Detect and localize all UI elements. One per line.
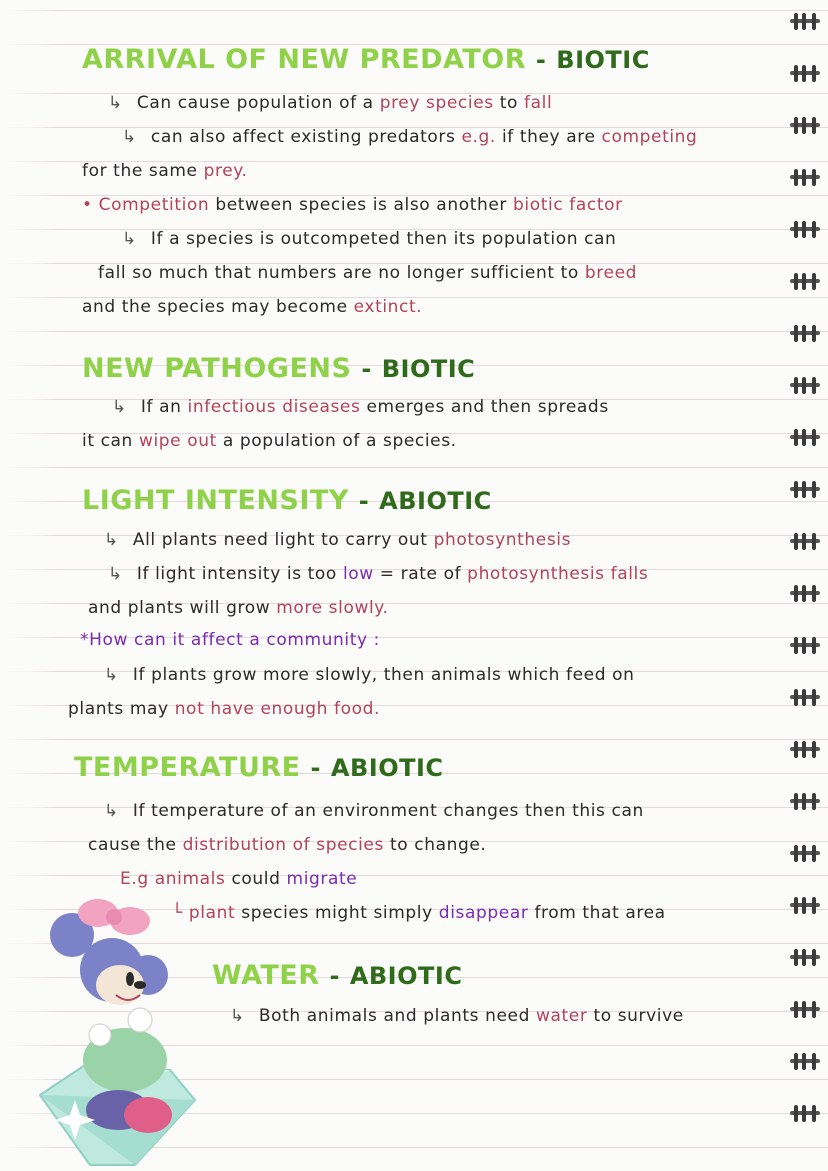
curved-arrow-icon: ↳	[104, 530, 119, 550]
highlight-competing: competing	[601, 127, 698, 147]
heading-predator-type: BIOTIC	[556, 46, 650, 74]
highlight-disappear: disappear	[438, 903, 529, 923]
spiral-coil-icon	[790, 842, 820, 864]
heading-water-type: ABIOTIC	[349, 962, 463, 990]
temperature-line-2	[88, 835, 486, 855]
highlight-photosynthesis-falls: photosynthesis falls	[467, 564, 649, 584]
text: Can cause population of a	[136, 93, 374, 113]
text: and plants will grow	[88, 598, 271, 618]
temperature-line-4	[172, 903, 666, 923]
spiral-coil-icon	[790, 114, 820, 136]
heading-pathogens-type: BIOTIC	[381, 355, 476, 383]
curved-arrow-icon: ↳	[104, 801, 119, 821]
text: for the same	[82, 161, 198, 181]
highlight-breed: breed	[584, 263, 638, 283]
minnie-mouse-sticker-icon	[30, 895, 200, 1170]
heading-pathogens	[82, 353, 475, 384]
text: to survive	[593, 1006, 684, 1026]
highlight-biotic: biotic factor	[513, 195, 623, 215]
heading-temperature-title: TEMPERATURE	[74, 752, 301, 783]
highlight-migrate: migrate	[286, 869, 358, 889]
spiral-coil-icon	[790, 478, 820, 500]
highlight-not-enough-food: not have enough food.	[174, 699, 381, 719]
heading-light-type: ABIOTIC	[379, 487, 492, 515]
spiral-coil-icon	[790, 790, 820, 812]
spiral-coil-icon	[790, 998, 820, 1020]
text: change.	[414, 835, 487, 855]
spiral-binding-icon	[790, 10, 820, 1160]
highlight-animals: animals	[154, 869, 226, 889]
heading-pathogens-title: NEW PATHOGENS	[82, 353, 352, 384]
highlight-infectious: infectious diseases	[187, 397, 361, 417]
curved-arrow-icon: ↳	[112, 397, 127, 417]
highlight-more-slowly: more slowly.	[276, 598, 389, 618]
spiral-coil-icon	[790, 738, 820, 760]
text: and the species may become	[82, 297, 348, 317]
heading-predator	[82, 44, 650, 75]
bullet-dot-icon: •	[82, 195, 93, 215]
question-text: *How can it affect a community :	[80, 630, 381, 650]
text: if they are	[501, 127, 596, 147]
predator-line-5	[122, 229, 616, 249]
highlight-eg: e.g.	[461, 127, 496, 147]
text: If temperature of an environment changes then this can	[132, 801, 644, 821]
spiral-coil-icon	[790, 166, 820, 188]
spiral-coil-icon	[790, 894, 820, 916]
light-line-5	[104, 665, 635, 685]
light-line-1	[104, 530, 571, 550]
light-line-3	[88, 598, 389, 618]
heading-light	[82, 485, 492, 516]
light-line-6	[68, 699, 380, 719]
text: = rate of	[379, 564, 462, 584]
text: to	[389, 835, 409, 855]
spiral-coil-icon	[790, 270, 820, 292]
heading-pathogens-sep: -	[361, 355, 372, 383]
spiral-coil-icon	[790, 218, 820, 240]
heading-temperature-type: ABIOTIC	[330, 754, 444, 782]
heading-temperature	[74, 752, 444, 783]
spiral-coil-icon	[790, 634, 820, 656]
pathogens-line-1	[112, 397, 609, 417]
predator-line-4	[82, 195, 623, 215]
highlight-eg: E.g	[120, 869, 149, 889]
highlight-extinct: extinct.	[353, 297, 423, 317]
text: a population of a species.	[222, 431, 457, 451]
spiral-coil-icon	[790, 946, 820, 968]
heading-temperature-sep: -	[310, 754, 322, 782]
temperature-line-3	[120, 869, 357, 889]
curved-arrow-icon: ↳	[108, 93, 123, 113]
text: All plants need light to carry out	[132, 530, 428, 550]
highlight-photosynthesis: photosynthesis	[433, 530, 572, 550]
text: If an	[140, 397, 182, 417]
text: to	[499, 93, 519, 113]
text: If a species is outcompeted then its population can	[150, 229, 617, 249]
predator-line-6	[98, 263, 637, 283]
highlight-water: water	[535, 1006, 588, 1026]
text: emerges and then spreads	[366, 397, 609, 417]
highlight-competition: Competition	[98, 195, 210, 215]
spiral-coil-icon	[790, 1050, 820, 1072]
heading-predator-sep: -	[535, 46, 547, 74]
highlight-prey: prey.	[203, 161, 248, 181]
spiral-coil-icon	[790, 374, 820, 396]
curved-arrow-icon: ↳	[104, 665, 119, 685]
corner-arrow-icon: └	[172, 903, 183, 923]
temperature-line-1	[104, 801, 644, 821]
text: If light intensity is too	[136, 564, 337, 584]
highlight-wipe-out: wipe out	[138, 431, 217, 451]
text: If plants grow more slowly, then animals which feed on	[132, 665, 635, 685]
spiral-coil-icon	[790, 686, 820, 708]
pathogens-line-2	[82, 431, 457, 451]
predator-line-3	[82, 161, 248, 181]
spiral-coil-icon	[790, 322, 820, 344]
heading-water	[212, 960, 462, 991]
light-question	[80, 630, 380, 650]
highlight-fall: fall	[524, 93, 553, 113]
heading-predator-title: ARRIVAL OF NEW PREDATOR	[82, 44, 527, 75]
curved-arrow-icon: ↳	[108, 564, 123, 584]
text: plants may	[68, 699, 169, 719]
text: between species is also another	[215, 195, 507, 215]
text: cause the	[88, 835, 177, 855]
predator-line-7	[82, 297, 422, 317]
curved-arrow-icon: ↳	[230, 1006, 245, 1026]
text: Both animals and plants need	[258, 1006, 530, 1026]
curved-arrow-icon: ↳	[122, 127, 137, 147]
highlight-plant: plant	[188, 903, 236, 923]
text: from that area	[534, 903, 666, 923]
highlight-distribution: distribution of species	[182, 835, 384, 855]
spiral-coil-icon	[790, 1102, 820, 1124]
heading-light-title: LIGHT INTENSITY	[82, 485, 349, 516]
highlight-prey: prey species	[379, 93, 494, 113]
water-line-1	[230, 1006, 684, 1026]
text: could	[231, 869, 281, 889]
predator-line-1	[108, 93, 552, 113]
text: it can	[82, 431, 133, 451]
curved-arrow-icon: ↳	[122, 229, 137, 249]
predator-line-2	[122, 127, 697, 147]
light-line-2	[108, 564, 648, 584]
highlight-low: low	[342, 564, 374, 584]
text: fall so much that numbers are no longer sufficient to	[98, 263, 579, 283]
spiral-coil-icon	[790, 426, 820, 448]
heading-water-sep: -	[329, 962, 340, 990]
spiral-coil-icon	[790, 10, 820, 32]
spiral-coil-icon	[790, 530, 820, 552]
text: can also affect existing predators	[150, 127, 456, 147]
spiral-coil-icon	[790, 62, 820, 84]
text: species might simply	[241, 903, 433, 923]
heading-light-sep: -	[358, 487, 370, 515]
heading-water-title: WATER	[212, 960, 320, 991]
spiral-coil-icon	[790, 582, 820, 604]
